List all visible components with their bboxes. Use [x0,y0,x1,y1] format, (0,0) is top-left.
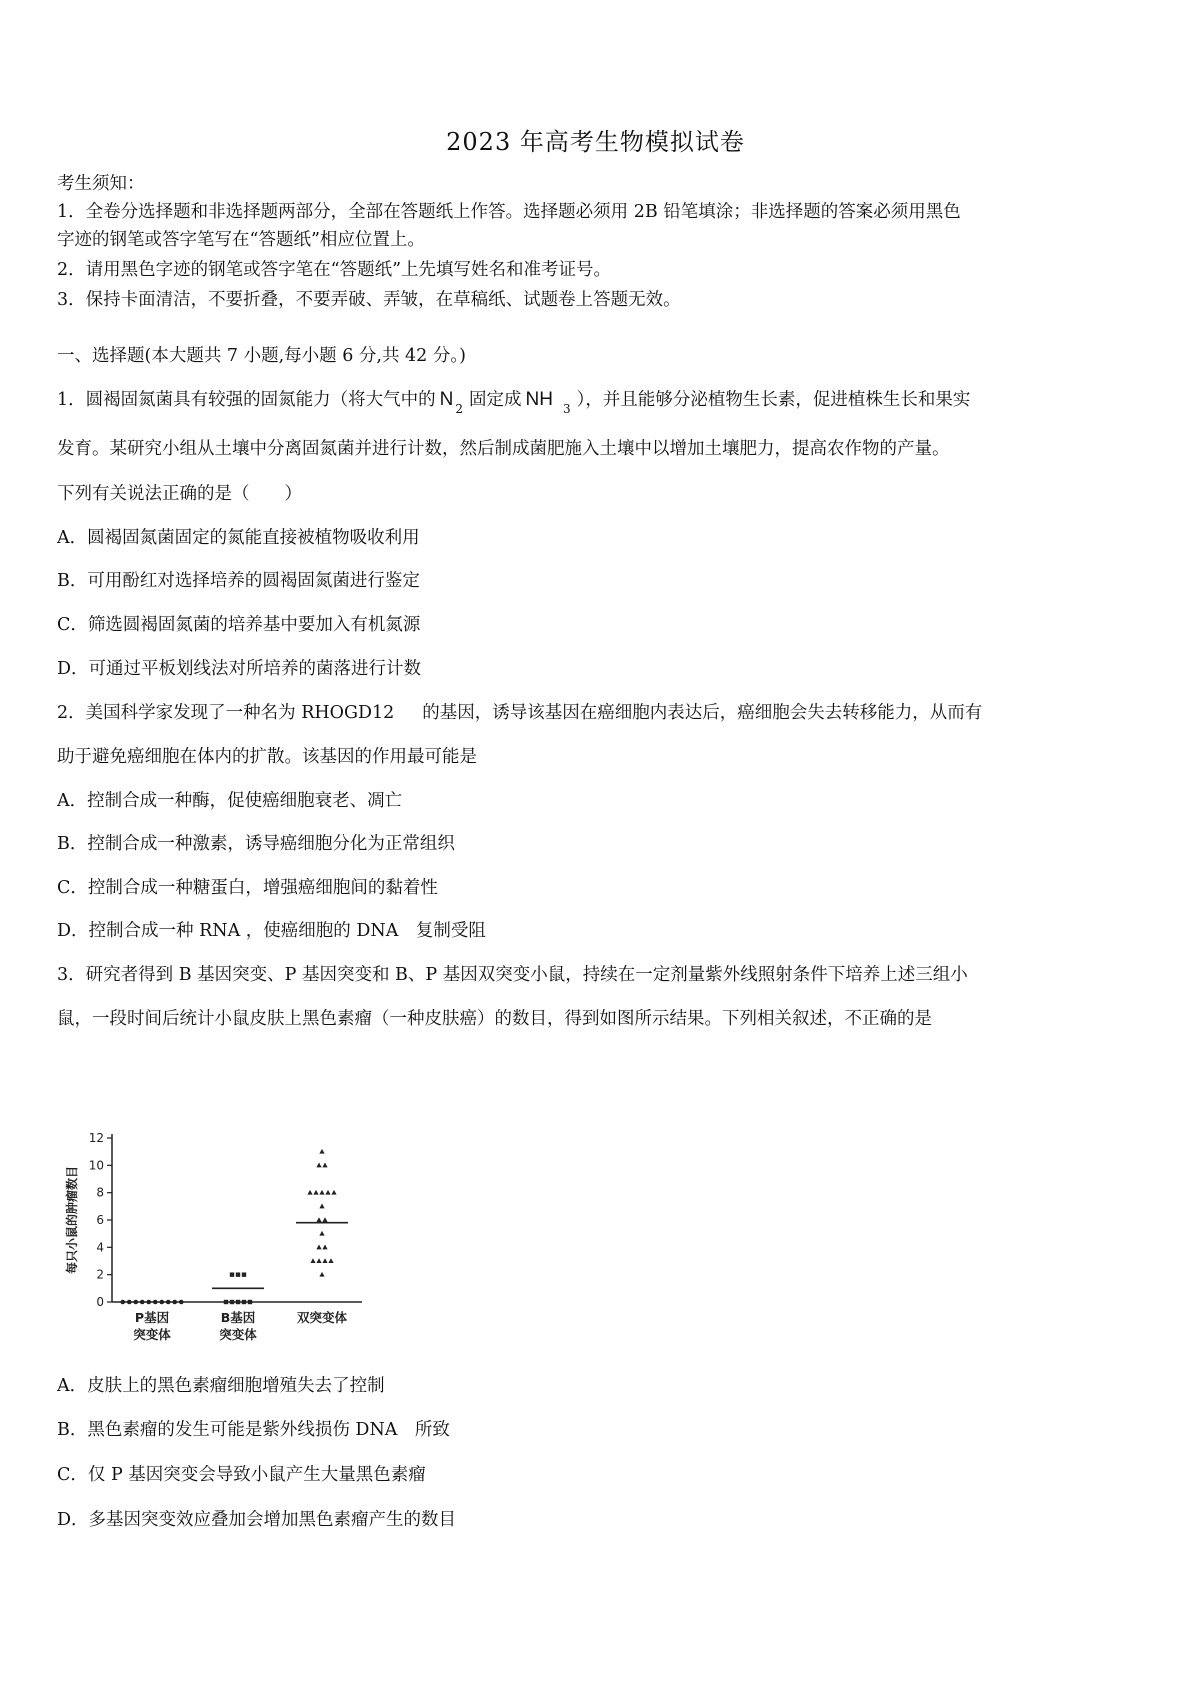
q1-stem-line2: 发育。某研究小组从土壤中分离固氮菌并进行计数，然后制成菌肥施入土壤中以增加土壤肥力，提高农作物的产量。 [57,439,950,459]
data-point [242,1300,246,1304]
q2-stem-line2: 助于避免癌细胞在体内的扩散。该基因的作用最可能是 [57,747,477,767]
data-point [127,1300,132,1305]
data-point [319,1204,324,1209]
data-point [172,1300,177,1305]
data-point [120,1300,125,1305]
data-point [224,1300,228,1304]
notice-item: 2．请用黑色字迹的钢笔或答字笔在“答题纸”上先填写姓名和准考证号。 [57,260,612,280]
data-point [322,1258,327,1263]
tumor-count-chart [60,1128,380,1358]
n2-subscript: 2 [455,402,464,416]
q2-option-d: D．控制合成一种 RNA ，使癌细胞的 DNA 复制受阻 [57,921,486,941]
q1-stem-line3: 下列有关说法正确的是（ ） [57,484,302,504]
q3-option-d: D．多基因突变效应叠加会增加黑色素瘤产生的数目 [57,1510,457,1530]
y-axis-label: 每只小鼠的肿瘤数目 [65,1165,79,1275]
data-point [179,1300,184,1305]
data-point [166,1300,171,1305]
n2-formula: N [439,389,454,410]
notice-item: 3．保持卡面清洁，不要折叠，不要弄破、弄皱，在草稿纸、试题卷上答题无效。 [57,290,681,310]
data-point [242,1272,246,1276]
page-title: 2023 年高考生物模拟试卷 [446,128,745,156]
q1-stem-line1 [57,386,1137,416]
q3-option-c: C．仅 P 基因突变会导致小鼠产生大量黑色素瘤 [57,1465,426,1485]
data-point [316,1163,321,1168]
category-label: 突变体 [219,1327,257,1342]
data-point [153,1300,158,1305]
notice-item: 字迹的钢笔或答字笔写在“答题纸”相应位置上。 [57,230,425,250]
q2-stem-line1 [57,699,1137,724]
category-label: P基因 [134,1310,170,1325]
notice-item: 1．全卷分选择题和非选择题两部分，全部在答题纸上作答。选择题必须用 2B 铅笔填涂；非选择题的答案必须用黑色 [57,202,961,222]
data-point [230,1272,234,1276]
data-point [316,1217,321,1222]
data-point [319,1272,324,1277]
q1-option-c: C．筛选圆褐固氮菌的培养基中要加入有机氮源 [57,615,421,635]
q1-text-a: 1．圆褐固氮菌具有较强的固氮能力（将大气中的 [57,390,436,410]
q1-option-a: A．圆褐固氮菌固定的氮能直接被植物吸收利用 [57,528,420,548]
q1-option-d: D．可通过平板划线法对所培养的菌落进行计数 [57,659,422,679]
q3-option-a: A．皮肤上的黑色素瘤细胞增殖失去了控制 [57,1376,385,1396]
nh3-subscript: 3 [562,402,571,416]
y-tick-label: 4 [96,1240,104,1255]
data-point [236,1300,240,1304]
y-tick-label: 10 [88,1158,104,1173]
data-point [325,1190,330,1195]
y-tick-label: 6 [96,1213,104,1227]
section-heading: 一、选择题(本大题共 7 小题,每小题 6 分,共 42 分。) [57,346,466,366]
data-point [307,1190,312,1195]
data-point [322,1245,327,1250]
y-tick-label: 8 [96,1185,104,1200]
q1-text-c: ），并且能够分泌植物生长素，促进植株生长和果实 [576,390,971,410]
data-point [322,1163,327,1168]
data-point [146,1300,151,1305]
data-point [133,1300,138,1305]
q2-option-c: C．控制合成一种糖蛋白，增强癌细胞间的黏着性 [57,878,438,898]
q3-stem-line2: 鼠，一段时间后统计小鼠皮肤上黑色素瘤（一种皮肤癌）的数目，得到如图所示结果。下列相关叙述，不正确的是 [57,1009,932,1029]
category-label: 突变体 [133,1327,171,1342]
q3-option-b: B．黑色素瘤的发生可能是紫外线损伤 DNA 所致 [57,1420,450,1440]
q2-text-a: 2．美国科学家发现了一种名为 RHOGD12 [57,703,395,723]
y-tick-label: 2 [96,1267,104,1282]
data-point [319,1149,324,1154]
data-point [248,1300,252,1304]
data-point [140,1300,145,1305]
data-point [310,1258,315,1263]
data-point [236,1272,240,1276]
y-tick-label: 0 [96,1295,104,1309]
q2-text-b: 的基因，诱导该基因在癌细胞内表达后，癌细胞会失去转移能力，从而有 [422,703,983,723]
q3-stem-line1: 3．研究者得到 B 基因突变、P 基因突变和 B、P 基因双突变小鼠，持续在一定剂量紫外线照射条件下培养上述三组小 [57,965,968,985]
data-point [319,1190,324,1195]
nh3-formula: NH [525,389,553,410]
data-point [319,1231,324,1236]
data-point [322,1217,327,1222]
data-point [331,1190,336,1195]
data-point [316,1245,321,1250]
data-point [316,1258,321,1263]
category-label: B基因 [220,1310,256,1325]
data-point [313,1190,318,1195]
y-tick-label: 12 [88,1131,104,1145]
notice-heading: 考生须知： [57,174,145,194]
q2-option-a: A．控制合成一种酶，促使癌细胞衰老、凋亡 [57,791,403,811]
category-label: 双突变体 [296,1310,348,1325]
data-point [230,1300,234,1304]
q1-option-b: B．可用酚红对选择培养的圆褐固氮菌进行鉴定 [57,571,420,591]
q2-option-b: B．控制合成一种激素，诱导癌细胞分化为正常组织 [57,834,455,854]
data-point [159,1300,164,1305]
data-point [328,1258,333,1263]
q1-text-b: 固定成 [469,390,522,410]
